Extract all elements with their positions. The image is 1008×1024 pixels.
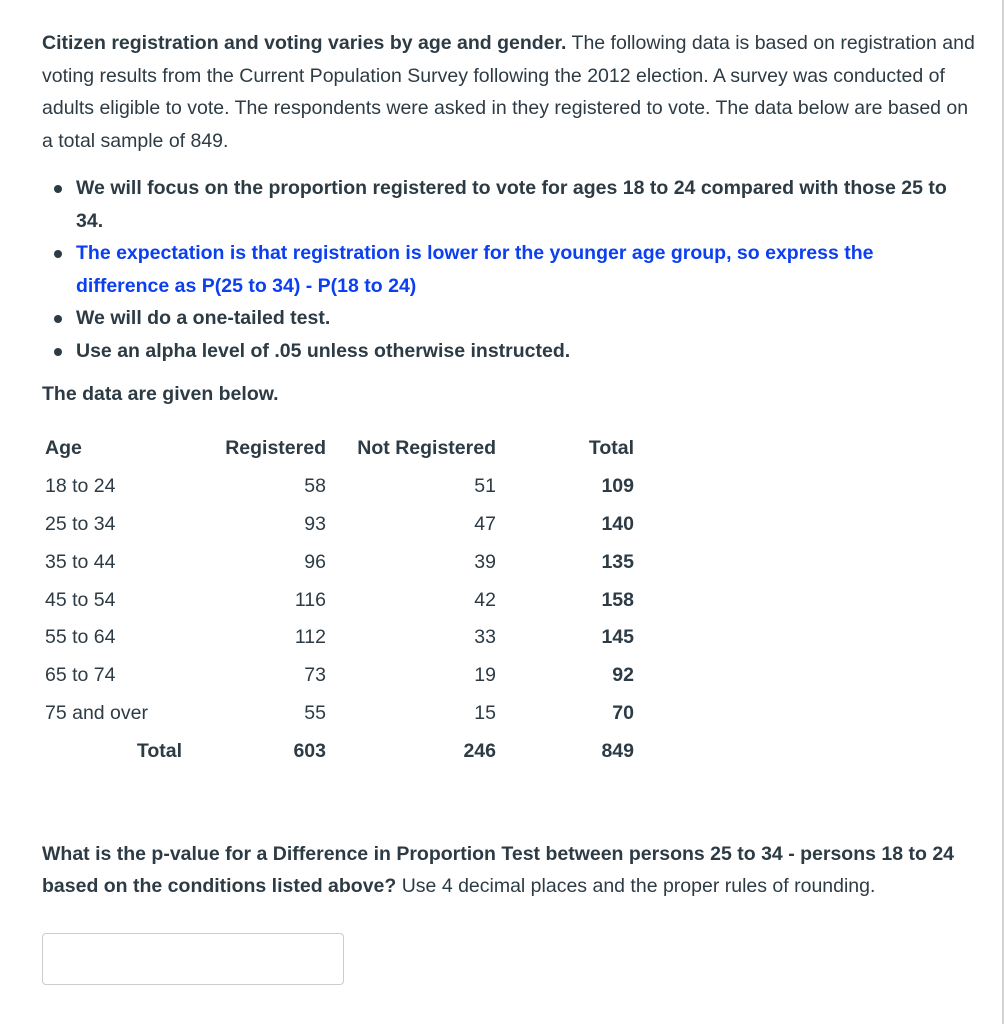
table-row <box>42 468 634 506</box>
not-registered-cell: 33 <box>474 626 496 649</box>
intro-title: Citizen registration and voting varies by age and gender. <box>42 32 567 54</box>
registered-cell: 116 <box>294 588 326 611</box>
grand-total: 849 <box>601 739 634 762</box>
question-prompt: What is the p-value for a Difference in Proportion Test between persons 25 to 34 - persons 18 to 24 based on the conditions listed above? <box>42 843 955 897</box>
answer-input[interactable] <box>42 933 344 985</box>
table-total-row <box>42 732 634 770</box>
list-item: We will focus on the proportion registered to vote for ages 18 to 24 compared with those 25 to 34. <box>42 172 972 237</box>
table-row <box>42 581 634 619</box>
list-item: Use an alpha level of .05 unless otherwise instructed. <box>42 335 972 368</box>
header-total: Total <box>588 437 634 460</box>
age-cell: 25 to 34 <box>45 512 116 535</box>
conditions-list <box>42 172 972 367</box>
question-instruction: Use 4 decimal places and the proper rules of rounding. <box>401 875 876 897</box>
intro-text: The following data is based on registration and voting results from the Current Population Survey following the 2012 election. A survey was conducted of adults eligible to vote. The respondents were asked in they registered to vote. The data below are based on a total sample of 849. <box>42 32 975 152</box>
registered-cell: 58 <box>304 475 326 498</box>
table-row <box>42 657 634 695</box>
age-cell: 35 to 44 <box>45 550 116 573</box>
not-registered-cell: 47 <box>474 512 496 535</box>
registered-cell: 93 <box>304 512 326 535</box>
not-registered-cell: 42 <box>474 588 496 611</box>
not-registered-cell: 51 <box>474 475 496 498</box>
age-cell: 18 to 24 <box>45 475 116 498</box>
registered-cell: 55 <box>304 701 326 724</box>
age-cell: 65 to 74 <box>45 664 116 687</box>
total-cell: 158 <box>601 588 634 611</box>
data-heading: The data are given below. <box>42 383 279 405</box>
total-cell: 109 <box>601 475 634 498</box>
age-cell: 45 to 54 <box>45 588 116 611</box>
intro-paragraph <box>42 27 982 157</box>
registered-cell: 73 <box>304 664 326 687</box>
total-cell: 135 <box>601 550 634 573</box>
registered-cell: 96 <box>304 550 326 573</box>
total-cell: 140 <box>601 512 634 535</box>
table-header-row <box>42 430 634 468</box>
not-registered-cell: 19 <box>474 664 496 687</box>
question-text <box>42 838 982 902</box>
header-registered: Registered <box>225 437 326 460</box>
table-row <box>42 543 634 581</box>
not-registered-cell: 15 <box>474 701 496 724</box>
not-registered-cell: 39 <box>474 550 496 573</box>
age-cell: 75 and over <box>45 701 148 724</box>
header-age: Age <box>45 437 82 460</box>
total-cell: 70 <box>612 701 634 724</box>
table-row <box>42 506 634 544</box>
total-cell: 145 <box>601 626 634 649</box>
age-cell: 55 to 64 <box>45 626 116 649</box>
registered-total: 603 <box>293 739 326 762</box>
header-not-registered: Not Registered <box>357 437 496 460</box>
total-label: Total <box>136 739 182 762</box>
list-item: We will do a one-tailed test. <box>42 302 972 335</box>
not-registered-total: 246 <box>463 739 496 762</box>
table-row <box>42 619 634 657</box>
registered-cell: 112 <box>294 626 326 649</box>
list-item: The expectation is that registration is lower for the younger age group, so express the difference as P(25 to 34) - P(18 to 24) <box>42 237 972 302</box>
total-cell: 92 <box>612 664 634 687</box>
registration-table <box>42 430 634 770</box>
table-row <box>42 695 634 733</box>
